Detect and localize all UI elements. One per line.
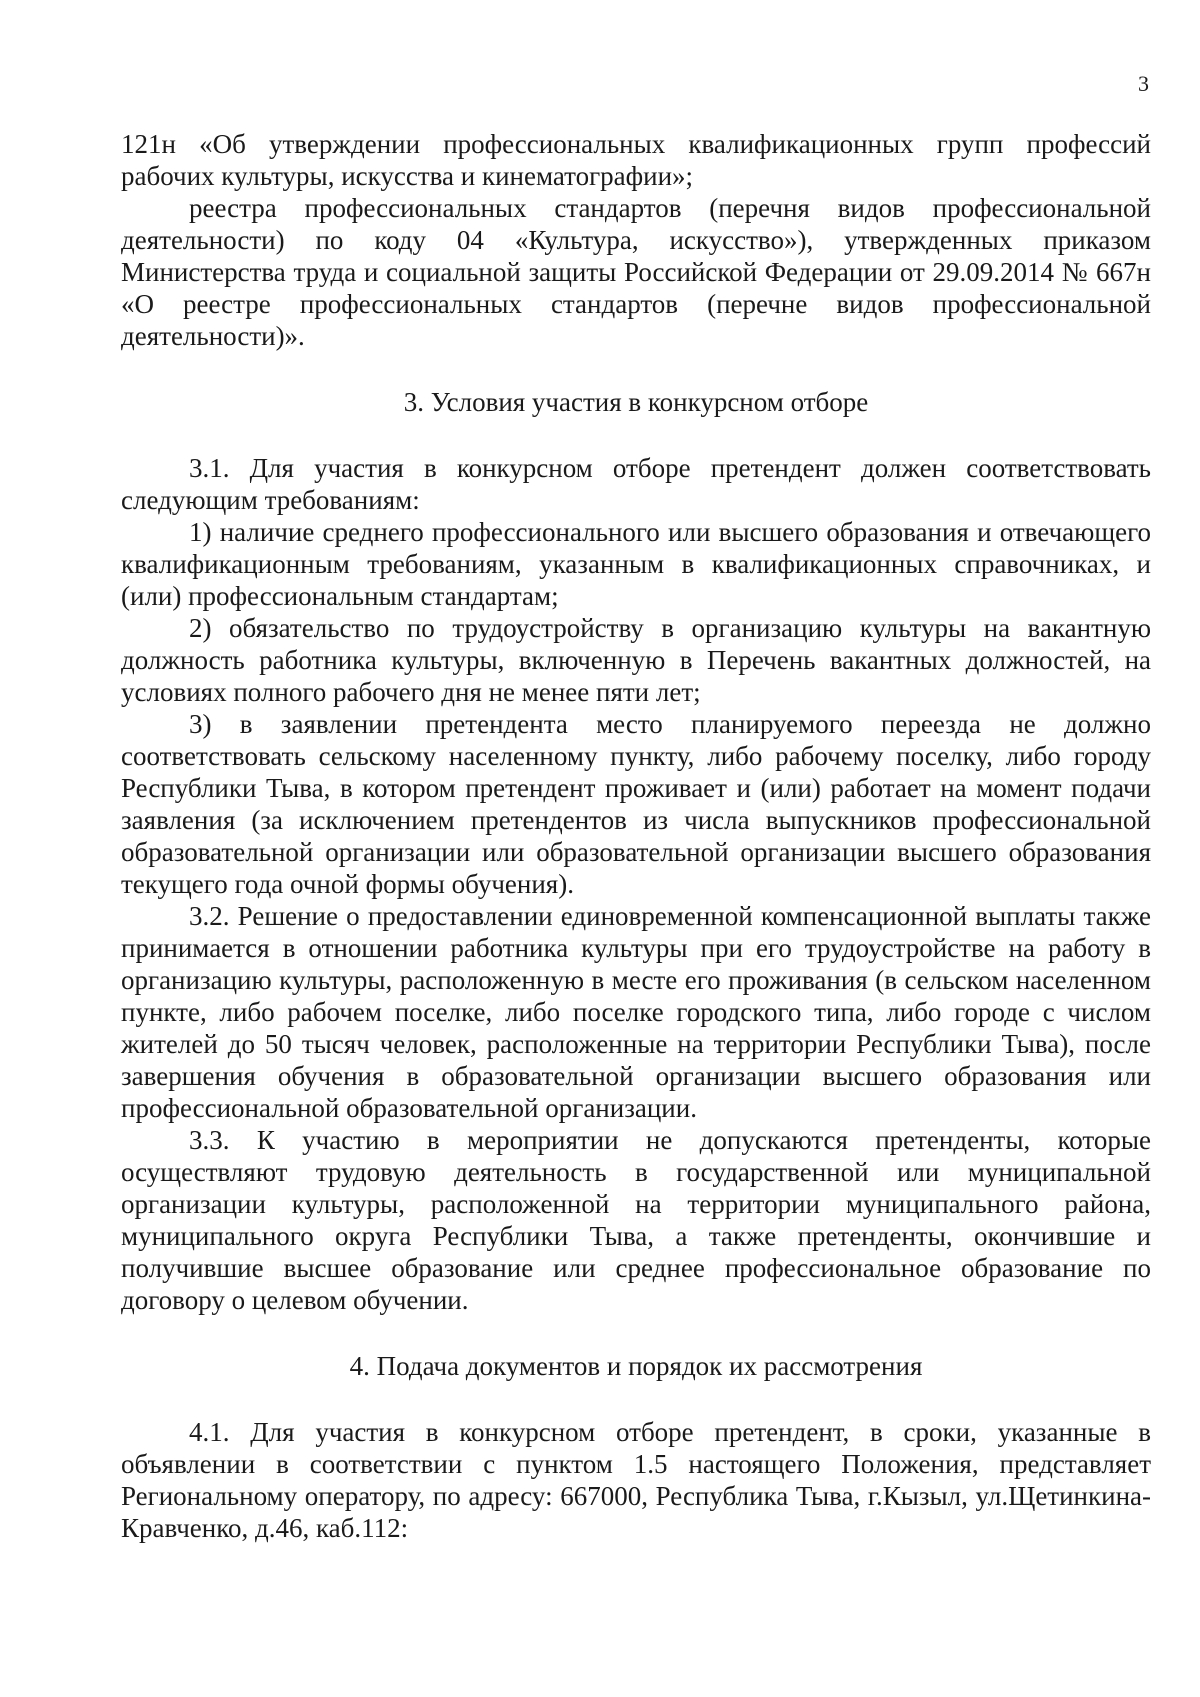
paragraph-3-1: 3.1. Для участия в конкурсном отборе претендент должен соответствовать следующим требованиям: [121,453,1151,515]
document-body [121,128,1151,1544]
list-item-1: 1) наличие среднего профессионального или высшего образования и отвечающего квалификационным требованиям, указанным в квалификационных справочниках, и (или) профессиональным стандартам; [121,517,1151,611]
section-4-heading: 4. Подача документов и порядок их рассмотрения [349,1351,923,1381]
paragraph-3-2: 3.2. Решение о предоставлении единовременной компенсационной выплаты также принимается в отношении работника культуры при его трудоустройстве на работу в организацию культуры, расположенную в месте его проживания (в сельском населенном пункте, либо рабочем поселке, либо поселке городского типа, либо городе с числом жителей до 50 тысяч человек, расположенные на территории Республики Тыва), после завершения обучения в образовательной организации высшего образования или профессиональной образовательной организации. [121,901,1151,1123]
intro-paragraph-1: 121н «Об утверждении профессиональных квалификационных групп профессий рабочих культуры, искусства и кинематографии»; [121,129,1151,191]
list-item-3: 3) в заявлении претендента место планируемого переезда не должно соответствовать сельскому населенному пункту, либо рабочему поселку, либо городу Республики Тыва, в котором претендент проживает и (или) работает на момент подачи заявления (за исключением претендентов из числа выпускников профессиональной образовательной организации или образовательной организации высшего образования текущего года очной формы обучения). [121,709,1151,899]
list-item-2: 2) обязательство по трудоустройству в организацию культуры на вакантную должность работника культуры, включенную в Перечень вакантных должностей, на условиях полного рабочего дня не менее пяти лет; [121,613,1151,707]
section-3-heading: 3. Условия участия в конкурсном отборе [403,387,869,417]
intro-paragraph-2: реестра профессиональных стандартов (перечня видов профессиональной деятельности) по коду 04 «Культура, искусство»), утвержденных приказом Министерства труда и социальной защиты Российской Федерации от 29.09.2014 № 667н «О реестре профессиональных стандартов (перечне видов профессиональной деятельности)». [121,193,1151,351]
paragraph-3-3: 3.3. К участию в мероприятии не допускаются претенденты, которые осуществляют трудовую деятельность в государственной или муниципальной организации культуры, расположенной на территории муниципального района, муниципального округа Республики Тыва, а также претенденты, окончившие и получившие высшее образование или среднее профессиональное образование по договору о целевом обучении. [121,1125,1151,1315]
page-number: 3 [1138,71,1149,96]
paragraph-4-1: 4.1. Для участия в конкурсном отборе претендент, в сроки, указанные в объявлении в соответствии с пунктом 1.5 настоящего Положения, представляет Региональному оператору, по адресу: 667000, Республика Тыва, г.Кызыл, ул.Щетинкина-Кравченко, д.46, каб.112: [121,1417,1151,1543]
